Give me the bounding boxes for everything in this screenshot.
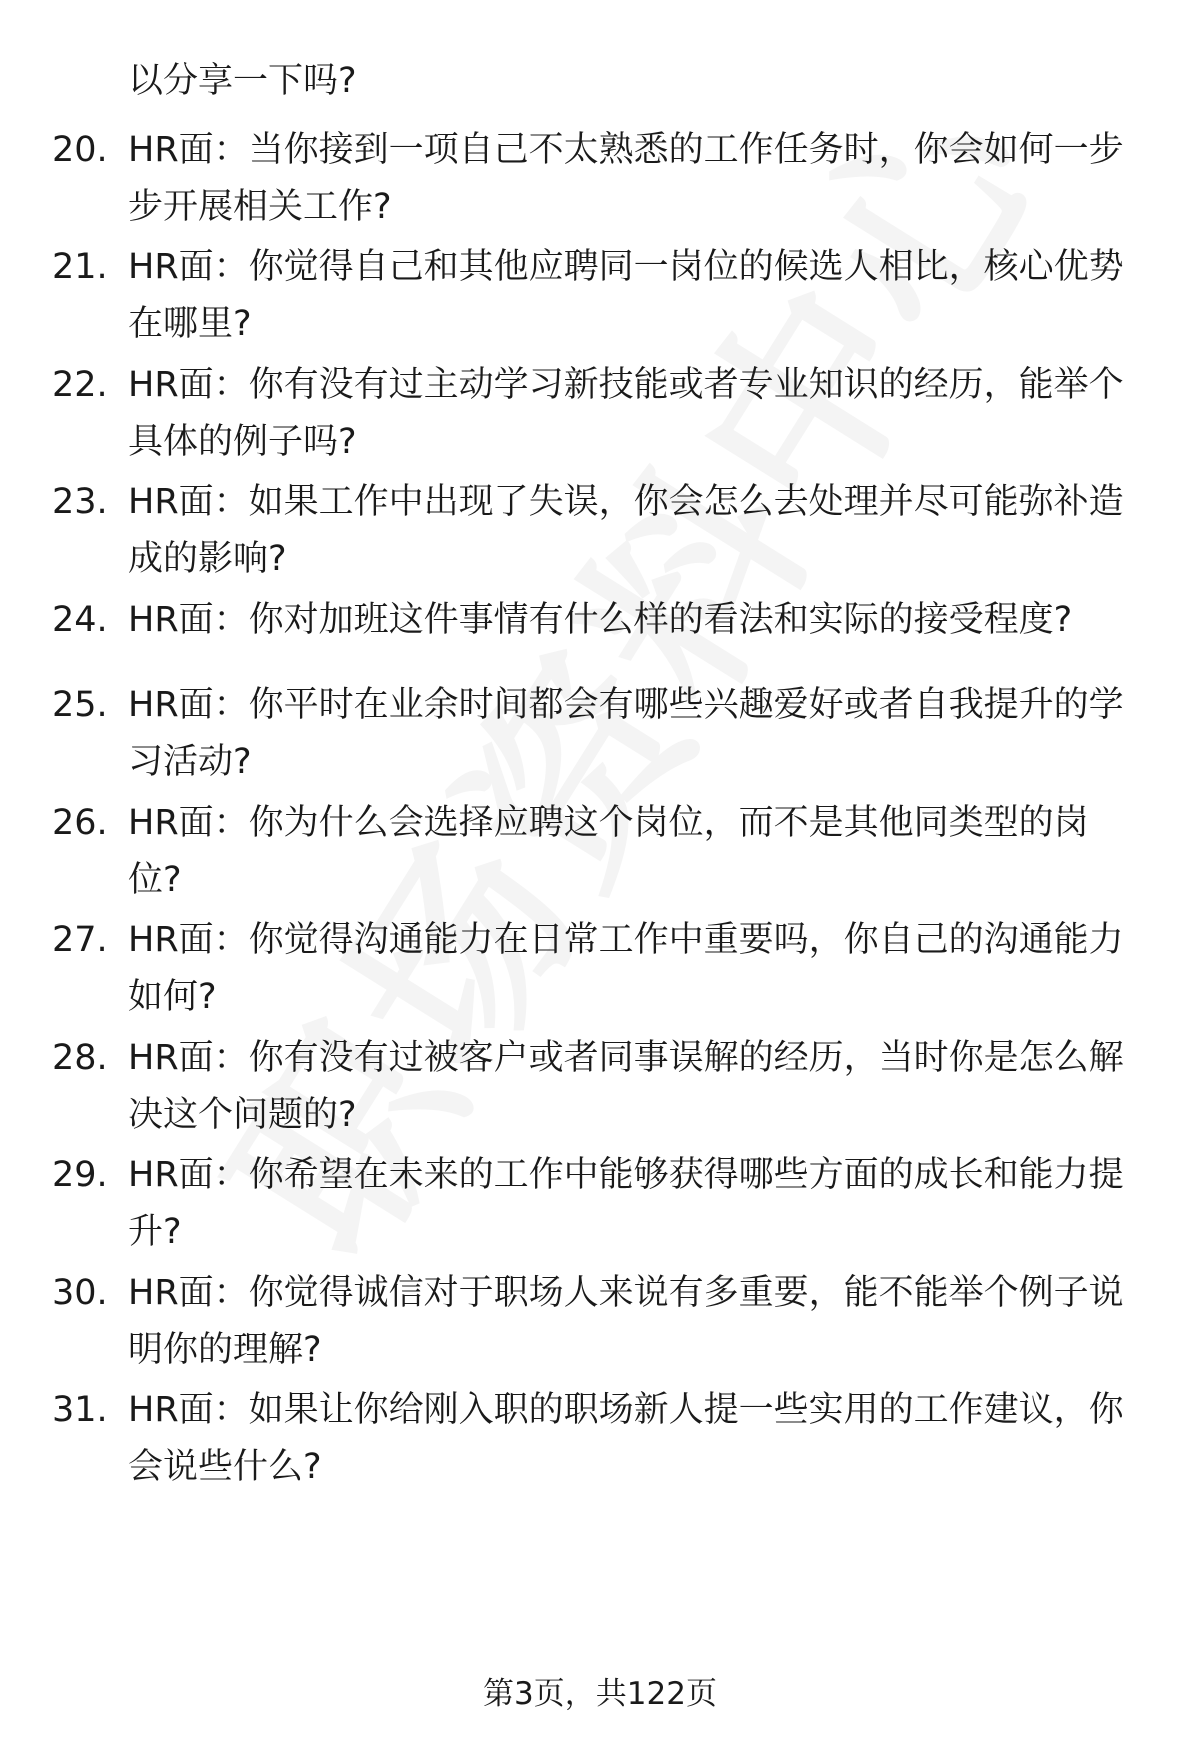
question-text-line: HR面：如果让你给刚入职的职场新人提一些实用的工作建议，你 xyxy=(128,1390,1124,1430)
question-number: 25. xyxy=(52,685,108,725)
question-text-line: 在哪里? xyxy=(128,304,252,344)
question-text xyxy=(128,1150,1158,1257)
question-text xyxy=(128,1033,1158,1140)
question-number: 28. xyxy=(52,1038,108,1078)
question-text-line: HR面：你有没有过主动学习新技能或者专业知识的经历，能举个 xyxy=(128,365,1124,405)
question-text-line: 位? xyxy=(128,860,182,900)
question-text xyxy=(128,125,1158,232)
question-text-line: HR面：如果工作中出现了失误，你会怎么去处理并尽可能弥补造 xyxy=(128,482,1124,522)
question-text-line: 决这个问题的? xyxy=(128,1095,357,1135)
continuation-text: 以分享一下吗? xyxy=(128,61,357,101)
question-text-line: 明你的理解? xyxy=(128,1330,322,1370)
question-text-line: HR面：你平时在业余时间都会有哪些兴趣爱好或者自我提升的学 xyxy=(128,685,1124,725)
question-text xyxy=(128,680,1158,787)
question-text-line: HR面：你觉得自己和其他应聘同一岗位的候选人相比，核心优势 xyxy=(128,247,1124,287)
question-number: 26. xyxy=(52,803,108,843)
question-text-line: HR面：你有没有过被客户或者同事误解的经历，当时你是怎么解 xyxy=(128,1038,1124,1078)
question-text xyxy=(128,242,1158,349)
question-text-line: HR面：你对加班这件事情有什么样的看法和实际的接受程度? xyxy=(128,600,1073,640)
question-text-line: HR面：你为什么会选择应聘这个岗位，而不是其他同类型的岗 xyxy=(128,803,1089,843)
question-text xyxy=(128,360,1158,467)
question-number: 23. xyxy=(52,482,108,522)
question-text-line: HR面：你觉得沟通能力在日常工作中重要吗，你自己的沟通能力 xyxy=(128,920,1124,960)
question-text xyxy=(128,1385,1158,1492)
page-footer: 第3页，共122页 xyxy=(483,1676,717,1712)
question-text xyxy=(128,477,1158,584)
question-text xyxy=(128,595,1158,645)
question-number: 29. xyxy=(52,1155,108,1195)
question-text-line: HR面：当你接到一项自己不太熟悉的工作任务时，你会如何一步 xyxy=(128,130,1124,170)
question-text-line: 成的影响? xyxy=(128,539,287,579)
question-number: 20. xyxy=(52,130,108,170)
question-text-line: 具体的例子吗? xyxy=(128,422,357,462)
question-text-line: 步开展相关工作? xyxy=(128,187,392,227)
question-text-line: 如何? xyxy=(128,977,217,1017)
question-number: 24. xyxy=(52,600,108,640)
question-number: 21. xyxy=(52,247,108,287)
question-text-line: 会说些什么? xyxy=(128,1447,322,1487)
question-text-line: 升? xyxy=(128,1212,182,1252)
question-number: 30. xyxy=(52,1273,108,1313)
question-text xyxy=(128,1268,1158,1375)
question-text-line: 习活动? xyxy=(128,742,252,782)
question-number: 27. xyxy=(52,920,108,960)
question-number: 31. xyxy=(52,1390,108,1430)
question-number: 22. xyxy=(52,365,108,405)
question-text-line: HR面：你觉得诚信对于职场人来说有多重要，能不能举个例子说 xyxy=(128,1273,1124,1313)
question-text-line: HR面：你希望在未来的工作中能够获得哪些方面的成长和能力提 xyxy=(128,1155,1124,1195)
question-text xyxy=(128,915,1158,1022)
question-text xyxy=(128,798,1158,905)
